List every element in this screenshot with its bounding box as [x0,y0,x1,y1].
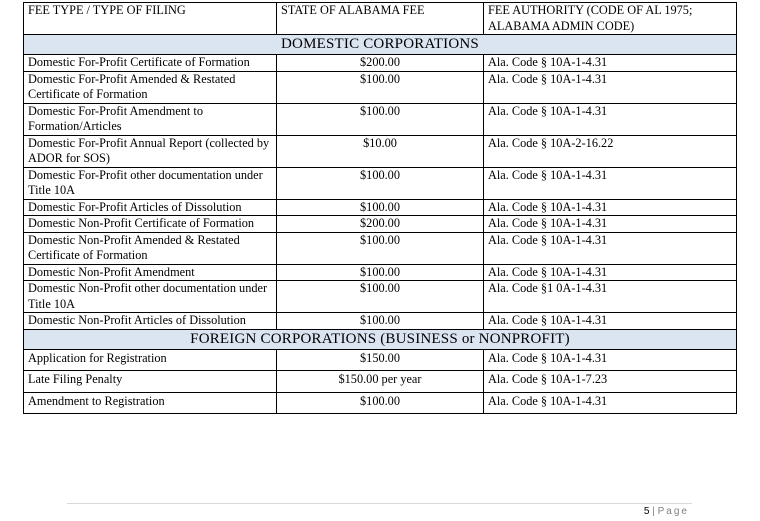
header-authority: FEE AUTHORITY (CODE OF AL 1975; ALABAMA ADMIN CODE) [484,3,737,35]
fee-amount-cell: $100.00 [277,264,484,281]
fee-type-cell: Domestic Non-Profit Articles of Dissolution [24,313,277,330]
fee-amount-cell: $100.00 [277,167,484,199]
fee-type-cell: Late Filing Penalty [24,371,277,393]
header-row [24,3,737,35]
page-number-separator: | [652,506,655,517]
fee-type-cell: Domestic Non-Profit other documentation under Title 10A [24,281,277,313]
table-row [24,264,737,281]
fee-authority-cell: Ala. Code § 10A-1-4.31 [484,199,737,216]
fee-authority-cell: Ala. Code § 10A-1-4.31 [484,349,737,371]
fee-amount-cell: $150.00 per year [277,371,484,393]
table-row [24,392,737,414]
fee-amount-cell: $200.00 [277,216,484,233]
fee-type-cell: Amendment to Registration [24,392,277,414]
fee-amount-cell: $100.00 [277,199,484,216]
fee-amount-cell: $100.00 [277,71,484,103]
fee-authority-cell: Ala. Code § 10A-1-4.31 [484,103,737,135]
table-row [24,135,737,167]
section-row-domestic [24,35,737,55]
fee-type-cell: Domestic For-Profit Amended & Restated Certificate of Formation [24,71,277,103]
fee-amount-cell: $100.00 [277,313,484,330]
table-row [24,71,737,103]
page-number-value: 5 [643,506,650,517]
section-title-foreign: FOREIGN CORPORATIONS (BUSINESS or NONPROFIT) [24,329,737,349]
footer-divider [67,503,692,504]
fee-authority-cell: Ala. Code § 10A-1-4.31 [484,264,737,281]
table-row [24,199,737,216]
fee-authority-cell: Ala. Code § 10A-1-4.31 [484,216,737,233]
table-row [24,103,737,135]
table-row [24,313,737,330]
page-word: Page [657,506,689,517]
fee-authority-cell: Ala. Code § 10A-2-16.22 [484,135,737,167]
fee-authority-cell: Ala. Code § 10A-1-4.31 [484,392,737,414]
fee-type-cell: Domestic For-Profit Amendment to Formation/Articles [24,103,277,135]
section-row-foreign [24,329,737,349]
fee-authority-cell: Ala. Code §1 0A-1-4.31 [484,281,737,313]
table-row [24,232,737,264]
fee-type-cell: Domestic Non-Profit Certificate of Formation [24,216,277,233]
fee-amount-cell: $150.00 [277,349,484,371]
table-row [24,216,737,233]
fee-amount-cell: $100.00 [277,103,484,135]
fee-amount-cell: $100.00 [277,281,484,313]
fee-amount-cell: $200.00 [277,55,484,72]
fee-amount-cell: $100.00 [277,232,484,264]
fee-table [23,2,737,414]
fee-type-cell: Domestic Non-Profit Amendment [24,264,277,281]
header-state-fee: STATE OF ALABAMA FEE [277,3,484,35]
fee-authority-cell: Ala. Code § 10A-1-4.31 [484,55,737,72]
fee-amount-cell: $100.00 [277,392,484,414]
fee-type-cell: Domestic For-Profit Certificate of Formation [24,55,277,72]
fee-type-cell: Domestic Non-Profit Amended & Restated Certificate of Formation [24,232,277,264]
fee-type-cell: Application for Registration [24,349,277,371]
fee-amount-cell: $10.00 [277,135,484,167]
header-fee-type: FEE TYPE / TYPE OF FILING [24,3,277,35]
fee-authority-cell: Ala. Code § 10A-1-7.23 [484,371,737,393]
page-number [644,506,689,517]
table-row [24,167,737,199]
section-title-domestic: DOMESTIC CORPORATIONS [24,35,737,55]
fee-type-cell: Domestic For-Profit other documentation under Title 10A [24,167,277,199]
fee-authority-cell: Ala. Code § 10A-1-4.31 [484,232,737,264]
fee-type-cell: Domestic For-Profit Annual Report (collected by ADOR for SOS) [24,135,277,167]
table-row [24,281,737,313]
table-row [24,371,737,393]
fee-authority-cell: Ala. Code § 10A-1-4.31 [484,313,737,330]
table-row [24,55,737,72]
fee-type-cell: Domestic For-Profit Articles of Dissolution [24,199,277,216]
fee-authority-cell: Ala. Code § 10A-1-4.31 [484,71,737,103]
fee-authority-cell: Ala. Code § 10A-1-4.31 [484,167,737,199]
table-row [24,349,737,371]
